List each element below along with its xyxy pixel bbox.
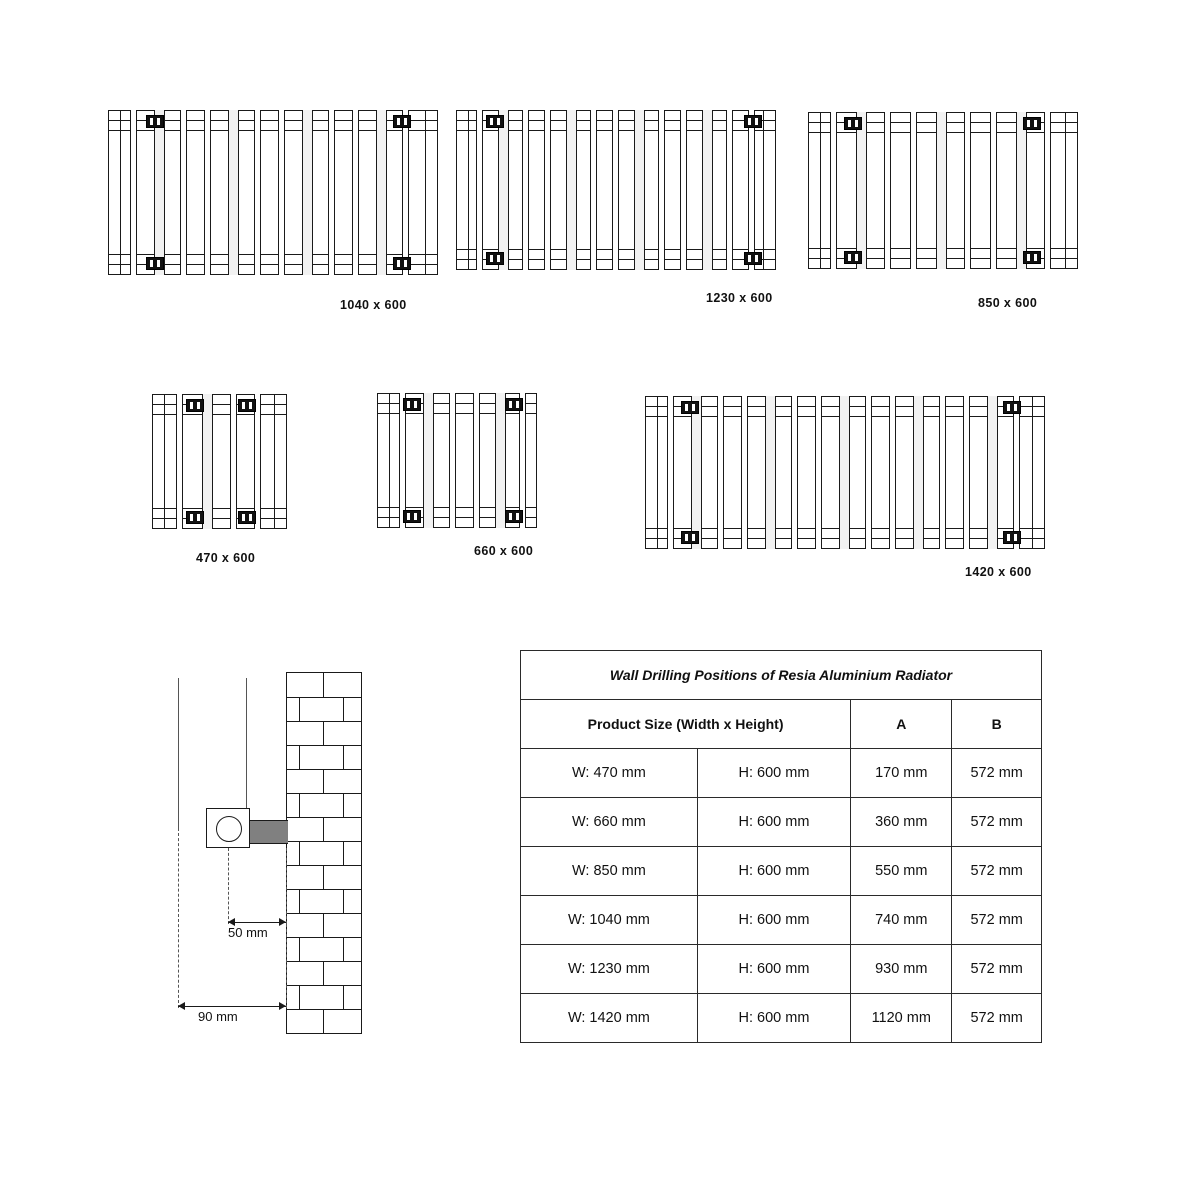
dim-leader-bracket-centre bbox=[228, 848, 229, 924]
wall-bracket-marker bbox=[146, 115, 164, 128]
wall-bracket-marker bbox=[681, 531, 699, 544]
cell-width: W: 850 mm bbox=[521, 847, 698, 896]
bracket-hole bbox=[216, 816, 242, 842]
table-title-row bbox=[521, 651, 1042, 700]
cell-a: 550 mm bbox=[851, 847, 952, 896]
table-row bbox=[521, 994, 1042, 1043]
wall-bracket-marker bbox=[146, 257, 164, 270]
cell-height: H: 600 mm bbox=[697, 994, 850, 1043]
manifold-rail-top-2 bbox=[152, 414, 287, 415]
brick-wall bbox=[286, 672, 362, 1034]
wall-bracket-marker bbox=[486, 252, 504, 265]
table-header-product-size: Product Size (Width x Height) bbox=[521, 700, 851, 749]
cell-height: H: 600 mm bbox=[697, 896, 850, 945]
wall-bracket-marker bbox=[844, 117, 862, 130]
radiator-drawing-660x600 bbox=[377, 393, 537, 528]
radiator-label-1230x600: 1230 x 600 bbox=[706, 291, 773, 305]
wall-bracket-marker bbox=[393, 257, 411, 270]
radiator-endcap-left bbox=[377, 393, 390, 528]
cell-height: H: 600 mm bbox=[697, 945, 850, 994]
dim-label-50mm: 50 mm bbox=[228, 925, 268, 940]
radiator-edge-line-left bbox=[178, 678, 179, 828]
radiator-endcap-right bbox=[763, 110, 776, 270]
wall-bracket-marker bbox=[238, 511, 256, 524]
dim-leader-wall-face bbox=[286, 848, 287, 924]
cell-width: W: 660 mm bbox=[521, 798, 698, 847]
cell-a: 170 mm bbox=[851, 749, 952, 798]
wall-bracket-marker bbox=[1003, 531, 1021, 544]
drilling-positions-table bbox=[520, 650, 1042, 1043]
wall-bracket-marker bbox=[403, 398, 421, 411]
cell-b: 572 mm bbox=[952, 847, 1042, 896]
wall-bracket-marker bbox=[1023, 251, 1041, 264]
wall-bracket-marker bbox=[238, 399, 256, 412]
dim-line-50mm bbox=[228, 922, 286, 923]
dim-leader-radiator-face bbox=[178, 828, 179, 1008]
dim-leader-wall-face-2 bbox=[286, 924, 287, 1008]
table-header-b: B bbox=[952, 700, 1042, 749]
table-header-a: A bbox=[851, 700, 952, 749]
cell-b: 572 mm bbox=[952, 749, 1042, 798]
radiator-edge-line-right bbox=[246, 678, 247, 828]
radiator-drawing-470x600 bbox=[152, 394, 287, 529]
dim-label-90mm: 90 mm bbox=[198, 1009, 238, 1024]
radiator-endcap-left bbox=[645, 396, 658, 549]
wall-mount-section-detail bbox=[150, 660, 490, 1060]
radiator-label-1420x600: 1420 x 600 bbox=[965, 565, 1032, 579]
manifold-rail-top bbox=[152, 404, 287, 405]
cell-width: W: 1420 mm bbox=[521, 994, 698, 1043]
wall-bracket-marker bbox=[486, 115, 504, 128]
radiator-drawing-850x600 bbox=[808, 112, 1078, 269]
cell-width: W: 470 mm bbox=[521, 749, 698, 798]
radiator-endcap-left bbox=[456, 110, 469, 270]
cell-a: 1120 mm bbox=[851, 994, 952, 1043]
wall-bracket-marker bbox=[186, 399, 204, 412]
dim-line-90mm bbox=[178, 1006, 286, 1007]
cell-b: 572 mm bbox=[952, 994, 1042, 1043]
cell-b: 572 mm bbox=[952, 945, 1042, 994]
wall-bracket-marker bbox=[681, 401, 699, 414]
radiator-drawing-1230x600 bbox=[456, 110, 776, 270]
manifold-rail-bottom bbox=[152, 508, 287, 509]
cell-height: H: 600 mm bbox=[697, 847, 850, 896]
table-row bbox=[521, 798, 1042, 847]
radiator-endcap-right bbox=[425, 110, 438, 275]
cell-width: W: 1040 mm bbox=[521, 896, 698, 945]
cell-width: W: 1230 mm bbox=[521, 945, 698, 994]
table-title: Wall Drilling Positions of Resia Aluminium Radiator bbox=[521, 651, 1042, 700]
table-row bbox=[521, 847, 1042, 896]
cell-a: 740 mm bbox=[851, 896, 952, 945]
table-row bbox=[521, 896, 1042, 945]
cell-b: 572 mm bbox=[952, 798, 1042, 847]
table-row bbox=[521, 749, 1042, 798]
radiator-label-1040x600: 1040 x 600 bbox=[340, 298, 407, 312]
wall-bracket-marker bbox=[1023, 117, 1041, 130]
wall-bracket-marker bbox=[844, 251, 862, 264]
wall-bracket-marker bbox=[505, 510, 523, 523]
radiator-endcap-right bbox=[1065, 112, 1078, 269]
radiator-endcap-right bbox=[274, 394, 287, 529]
radiator-endcap-left bbox=[108, 110, 121, 275]
cell-b: 572 mm bbox=[952, 896, 1042, 945]
cell-height: H: 600 mm bbox=[697, 749, 850, 798]
cell-a: 360 mm bbox=[851, 798, 952, 847]
wall-bracket-marker bbox=[744, 252, 762, 265]
wall-bracket-marker bbox=[403, 510, 421, 523]
manifold-rail-bottom-2 bbox=[152, 518, 287, 519]
cell-a: 930 mm bbox=[851, 945, 952, 994]
table-row bbox=[521, 945, 1042, 994]
radiator-drawing-1040x600 bbox=[108, 110, 438, 275]
wall-bracket-marker bbox=[186, 511, 204, 524]
wall-bracket-marker bbox=[744, 115, 762, 128]
wall-bracket-marker bbox=[393, 115, 411, 128]
radiator-label-470x600: 470 x 600 bbox=[196, 551, 256, 565]
radiator-drawing-1420x600 bbox=[645, 396, 1045, 549]
table-header-row bbox=[521, 700, 1042, 749]
radiator-label-660x600: 660 x 600 bbox=[474, 544, 534, 558]
radiator-label-850x600: 850 x 600 bbox=[978, 296, 1038, 310]
radiator-endcap-left bbox=[152, 394, 165, 529]
radiator-endcap-left bbox=[808, 112, 821, 269]
wall-bracket-marker bbox=[1003, 401, 1021, 414]
wall-bracket-marker bbox=[505, 398, 523, 411]
cell-height: H: 600 mm bbox=[697, 798, 850, 847]
radiator-endcap-right bbox=[1032, 396, 1045, 549]
